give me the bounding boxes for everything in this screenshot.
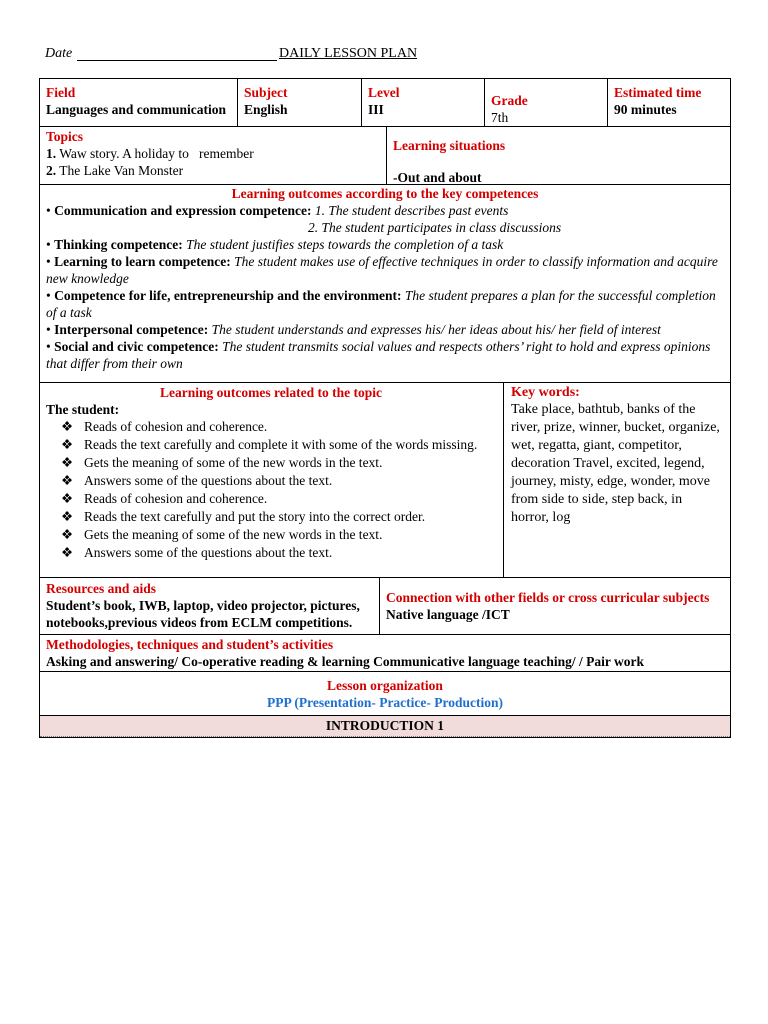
field-cell: [41, 81, 237, 121]
subject-label: Subject: [244, 85, 288, 100]
connection-label: Connection with other fields or cross curricular subjects: [386, 590, 710, 605]
resources-label: Resources and aids: [46, 581, 157, 596]
competence-item: • Social and civic competence: The student transmits social values and respects others’ right to hold and express opinions that differ from their own: [46, 339, 711, 371]
topics-cell: [41, 125, 381, 182]
topic-item: 2. The Lake Van Monster: [46, 163, 184, 178]
topic-outcomes-cell: [41, 383, 501, 563]
topic-outcomes-heading: Learning outcomes related to the topic: [159, 385, 383, 400]
connection-cell: [381, 586, 729, 626]
lesson-organization-cell: [41, 674, 729, 714]
resources-cell: [41, 577, 377, 634]
introduction-label: INTRODUCTION 1: [325, 718, 445, 733]
topic-outcomes-intro: The student:: [46, 402, 120, 417]
list-item: ❖ Gets the meaning of some of the new words in the text.: [61, 527, 383, 542]
methodologies-text: Asking and answering/ Co-operative reading & learning Communicative language teaching/ / Pair work: [46, 654, 645, 669]
date-blank-line: [77, 60, 277, 61]
key-competences-section: [41, 183, 729, 374]
methodologies-label: Methodologies, techniques and student’s activities: [46, 637, 334, 652]
connection-value: Native language /ICT: [386, 607, 510, 622]
competence-item: • Communication and expression competence: 1. The student describes past events: [46, 203, 509, 218]
level-value: III: [368, 102, 384, 117]
lesson-organization-value: PPP (Presentation- Practice- Production): [266, 695, 504, 710]
list-item: ❖ Answers some of the questions about the text.: [61, 473, 333, 488]
grade-value: 7th: [491, 110, 509, 125]
field-value: Languages and communication: [46, 102, 227, 117]
list-item: ❖ Reads the text carefully and complete it with some of the words missing.: [61, 437, 478, 452]
methodologies-cell: [41, 633, 729, 673]
key-words-text: Take place, bathtub, banks of the river, prize, winner, bucket, organize, wet, regatta, giant, competitor, decoration Travel, excited, legend, journey, misty, edge, wonder, move from side to side, step back, in horror, log: [511, 402, 720, 525]
page-header: [45, 44, 735, 66]
grade-cell: [486, 89, 606, 129]
list-item: ❖ Answers some of the questions about the text.: [61, 545, 333, 560]
list-item: ❖ Reads of cohesion and coherence.: [61, 491, 268, 506]
topic-item: 1. Waw story. A holiday to remember: [46, 146, 254, 161]
list-item: ❖ Gets the meaning of some of the new words in the text.: [61, 455, 383, 470]
competence-item: • Thinking competence: The student justifies steps towards the completion of a task: [46, 237, 504, 252]
time-label: Estimated time: [614, 85, 702, 100]
time-value: 90 minutes: [614, 102, 677, 117]
subject-cell: [239, 81, 359, 121]
competence-item: • Interpersonal competence: The student understands and expresses his/ her ideas about his/ her field of interest: [46, 322, 661, 337]
competence-item-continued: 2. The student participates in class discussions: [308, 220, 562, 235]
competence-item: • Learning to learn competence: The student makes use of effective techniques in order to classify information and acquire new knowledge: [46, 254, 718, 286]
lesson-organization-label: Lesson organization: [327, 678, 443, 693]
field-label: Field: [46, 85, 76, 100]
level-cell: [363, 81, 483, 121]
learning-situations-label: Learning situations: [393, 138, 506, 153]
level-label: Level: [368, 85, 400, 100]
key-competences-heading: Learning outcomes according to the key competences: [231, 186, 539, 201]
page-title: DAILY LESSON PLAN: [279, 46, 418, 61]
introduction-section-header: [40, 716, 730, 737]
resources-text: Student’s book, IWB, laptop, video projector, pictures, notebooks,previous videos from ECLM competitions.: [46, 598, 360, 630]
subject-value: English: [244, 102, 288, 117]
topic-outcomes-list: [46, 418, 496, 562]
learning-situations-value: -Out and about: [393, 170, 482, 185]
list-item: ❖ Reads the text carefully and put the story into the correct order.: [61, 509, 426, 524]
grade-label: Grade: [491, 93, 528, 108]
competence-item: • Competence for life, entrepreneurship and the environment: The student prepares a plan for the successful completion of a task: [46, 288, 716, 320]
time-cell: [609, 81, 731, 121]
topics-label: Topics: [46, 129, 84, 144]
key-words-label: Key words:: [511, 385, 580, 400]
key-words-cell: [505, 383, 729, 528]
date-label: Date: [45, 46, 73, 61]
learning-situations-cell: [388, 134, 728, 189]
list-item: ❖ Reads of cohesion and coherence.: [61, 419, 268, 434]
